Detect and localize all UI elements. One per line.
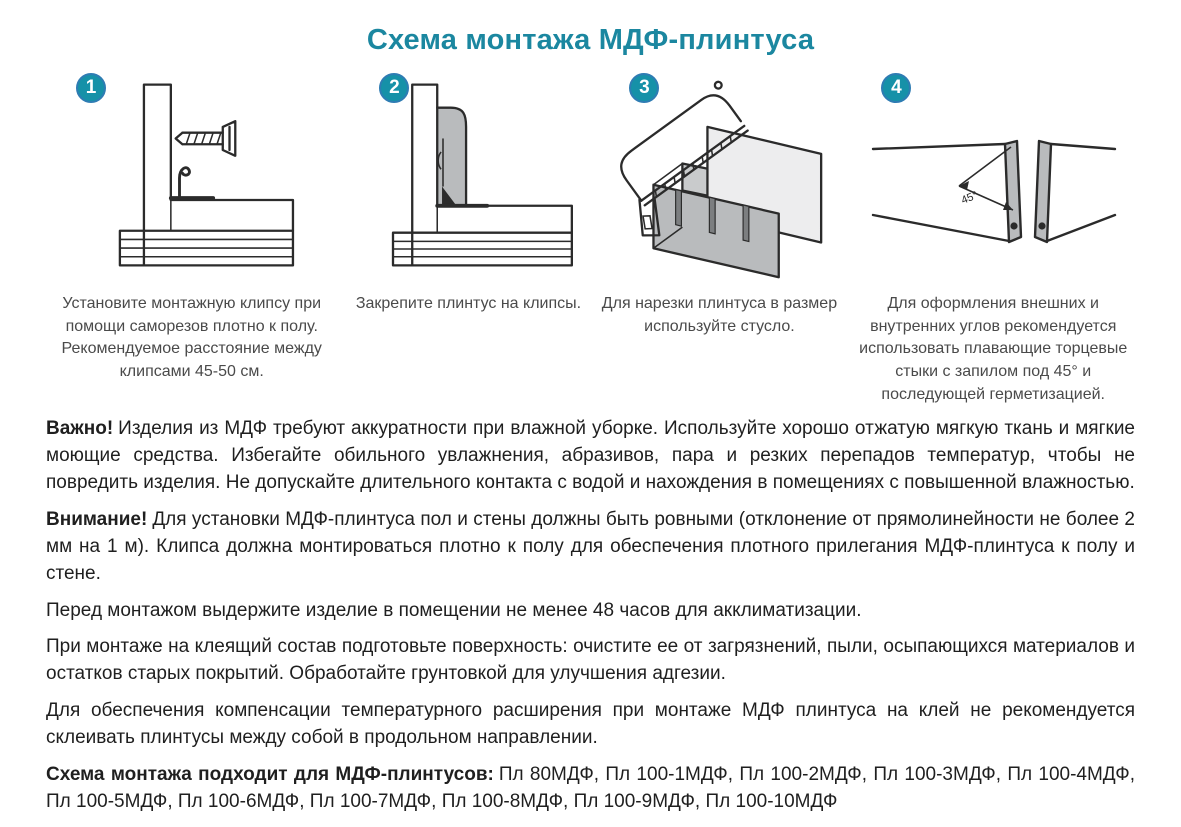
step-1-number-badge: 1 [76,73,106,103]
step-1 [40,71,343,407]
paragraph-expansion-text: Для обеспечения компенсации температурного расширения при монтаже МДФ плинтуса на клей не рекомендуется склеивать плинтусы между собой в продольном направлении. [46,699,1135,749]
paragraph-glue-surface [46,633,1135,688]
step-2 [343,71,593,407]
paragraph-important-lead: Важно! [46,417,114,439]
step-2-illustration [343,71,593,283]
paragraph-compatible-models-text: Пл 80МДФ, Пл 100-1МДФ, Пл 100-2МДФ, Пл 100-3МДФ, Пл 100-4МДФ, Пл 100-5МДФ, Пл 100-6МДФ, Пл 100-7МДФ, Пл 100-8МДФ, Пл 100-9МДФ, Пл 100-10МДФ [46,763,1135,812]
paragraph-acclimatization-text: Перед монтажом выдержите изделие в помещении не менее 48 часов для акклиматизации. [46,599,862,621]
paragraph-important-text: Изделия из МДФ требуют аккуратности при влажной уборке. Используйте хорошо отжатую мягкую ткань и мягкие моющие средства. Избегайте обильного увлажнения, абразивов, пара и резких перепадов температур, чтобы не повредить изделия. Не допускайте длительного контакта с водой и нахождения в помещениях с повышенной влажностью. [46,417,1135,494]
page-title: Схема монтажа МДФ-плинтуса [366,24,815,56]
step-2-caption: Закрепите плинтус на клипсы. [355,295,582,312]
step-2-number-badge: 2 [379,73,409,103]
step-3 [593,71,845,407]
body-text [0,407,1181,816]
paragraph-acclimatization [46,597,1135,624]
angle-label: 45° [959,189,980,207]
paragraph-expansion [46,697,1135,752]
paragraph-compatible-models [46,761,1135,816]
paragraph-attention-lead: Внимание! [46,508,148,530]
paragraph-glue-surface-text: При монтаже на клеящий состав подготовьте поверхность: очистите ее от загрязнений, пыли, осыпающихся материалов и остатков старых покрытий. Обработайте грунтовкой для улучшения адгезии. [46,636,1135,685]
step-4-caption: Для оформления внешних и внутренних углов рекомендуется использовать плавающие торцевые стыки с запилом под 45° и последующей герметизацией. [859,295,1128,403]
step-3-number-badge: 3 [629,73,659,103]
step-1-caption: Установите монтажную клипсу при помощи саморезов плотно к полу. Рекомендуемое расстояние между клипсами 45-50 см. [61,295,322,381]
paragraph-attention [46,506,1135,588]
step-3-illustration [593,71,845,283]
paragraph-important [46,415,1135,497]
step-4-number-badge: 4 [881,73,911,103]
corner-joint-45deg-diagram-icon [863,85,1123,293]
hacksaw-miter-box-diagram-icon [593,71,845,283]
clip-screw-wall-diagram-icon [67,71,317,279]
plinth-on-clip-diagram-icon [343,71,593,279]
step-1-illustration [40,71,343,283]
steps-row [0,71,1181,407]
step-4-illustration [845,71,1141,283]
paragraph-compatible-models-lead: Схема монтажа подходит для МДФ-плинтусов: [46,763,494,785]
step-3-caption: Для нарезки плинтуса в размер используйте стусло. [601,295,838,335]
paragraph-attention-text: Для установки МДФ-плинтуса пол и стены должны быть ровными (отклонение от прямолинейности не более 2 мм на 1 м). Клипса должна монтироваться плотно к полу для обеспечения плотного прилегания МДФ-плинтуса к полу и стене. [46,508,1135,585]
step-4 [845,71,1141,407]
